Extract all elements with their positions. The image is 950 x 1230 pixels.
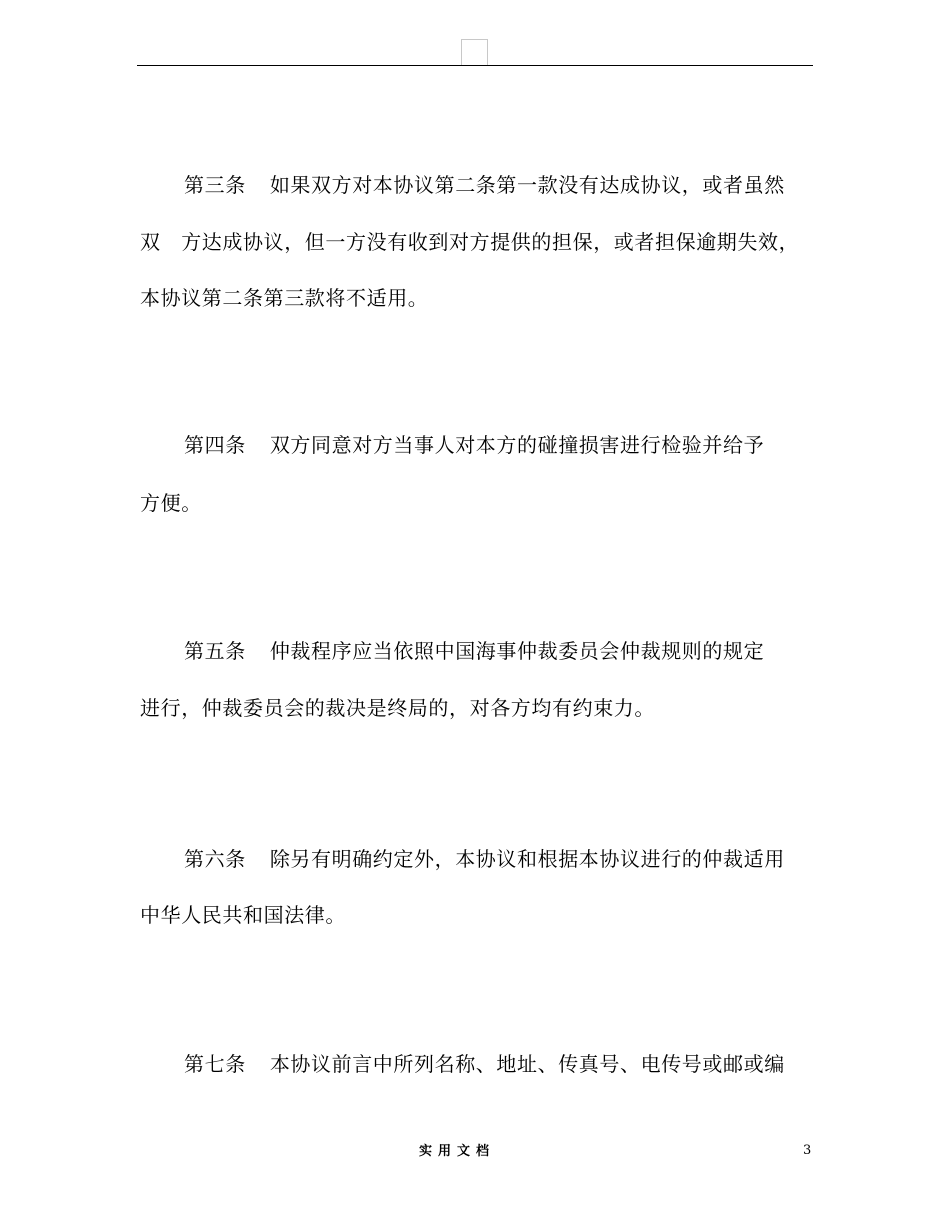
article-3-label: 第三条 [184, 173, 246, 197]
header-tab-box [461, 39, 488, 65]
article-7-label: 第七条 [184, 1052, 246, 1076]
article-3-line-1 [184, 171, 785, 199]
article-7-line-1 [184, 1050, 785, 1078]
header-rule [137, 65, 813, 66]
article-4-line-2: 方便。 [140, 491, 202, 515]
article-5-line-1 [184, 637, 764, 665]
article-4-line-1 [184, 431, 764, 459]
article-4-text-1: 双方同意对方当事人对本方的碰撞损害进行检验并给予 [269, 433, 765, 457]
article-6-text-1: 除另有明确约定外，本协议和根据本协议进行的仲裁适用 [269, 847, 785, 871]
footer-label: 实用文档 [419, 1144, 496, 1159]
article-5-line-2: 进行，仲裁委员会的裁决是终局的，对各方均有约束力。 [140, 696, 655, 720]
article-6-line-2: 中华人民共和国法律。 [140, 903, 346, 927]
article-3-line-3: 本协议第二条第三款将不适用。 [140, 286, 429, 310]
page-number: 3 [803, 1143, 812, 1158]
article-5-text-1: 仲裁程序应当依照中国海事仲裁委员会仲裁规则的规定 [269, 639, 765, 663]
article-5-label: 第五条 [184, 639, 246, 663]
article-3-line-2: 双 方达成协议，但一方没有收到对方提供的担保，或者担保逾期失效， [140, 230, 800, 254]
article-7-text-1: 本协议前言中所列名称、地址、传真号、电传号或邮或编 [269, 1052, 785, 1076]
article-4-label: 第四条 [184, 433, 246, 457]
article-6-label: 第六条 [184, 847, 246, 871]
article-6-line-1 [184, 845, 785, 873]
article-3-text-1: 如果双方对本协议第二条第一款没有达成协议，或者虽然 [269, 173, 785, 197]
